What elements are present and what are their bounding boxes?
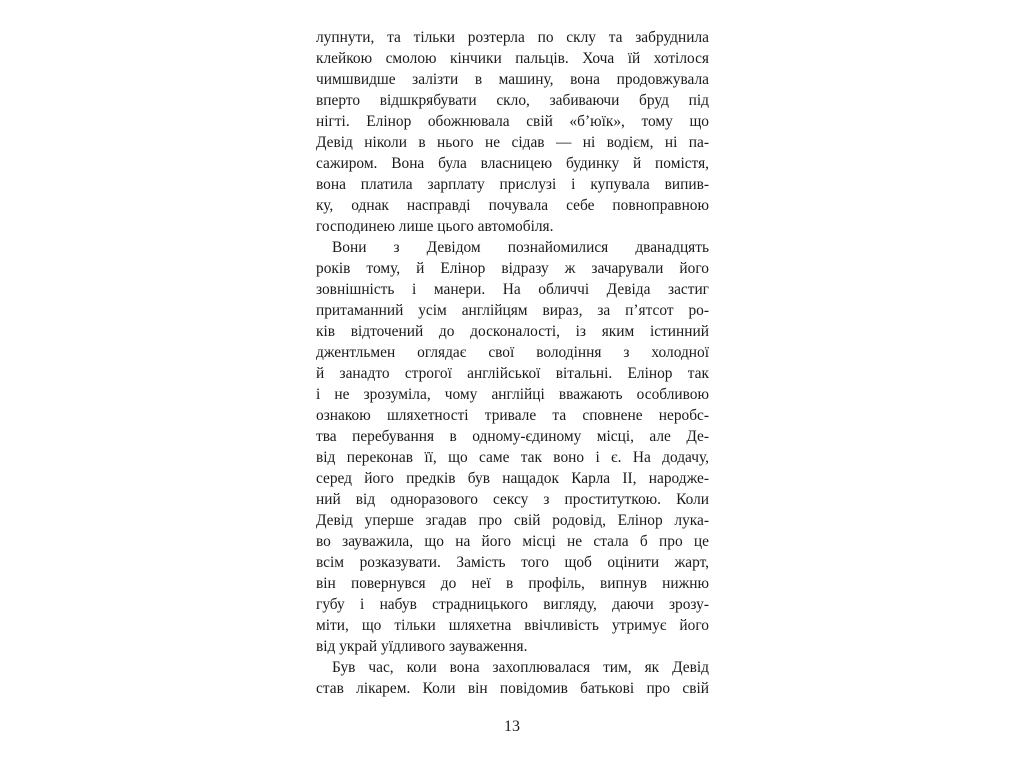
text-line: ків відточений до досконалості, із яким істинний <box>316 323 709 340</box>
text-line: зовнішність і манери. На обличчі Девіда застиг <box>316 281 709 298</box>
text-line: вперто відшкрябувати скло, забиваючи бруд під <box>316 92 709 109</box>
text-line: джентльмен оглядає свої володіння з холодної <box>316 344 709 361</box>
text-line: серед його предків був нащадок Карла II, народже- <box>316 470 709 487</box>
text-line: Вони з Девідом познайомилися дванадцять <box>332 239 709 256</box>
text-line: від переконав її, що саме так воно і є. На додачу, <box>316 449 709 466</box>
text-line: Девід ніколи в нього не сідав — ні водієм, ні па- <box>316 134 709 151</box>
text-line: лупнути, та тільки розтерла по склу та забруднила <box>316 29 709 46</box>
text-line: господинею лише цього автомобіля. <box>316 218 554 235</box>
text-line: він повернувся до неї в профіль, випнув нижню <box>316 575 709 592</box>
text-line: сажиром. Вона була власницею будинку й помістя, <box>316 155 709 172</box>
text-line: став лікарем. Коли він повідомив батькові про свій <box>316 680 709 697</box>
paragraph <box>316 237 709 657</box>
text-line: й занадто строгої англійської вітальні. Елінор так <box>316 365 709 382</box>
text-line: Був час, коли вона захоплювалася тим, як Девід <box>332 659 709 676</box>
paragraph <box>316 27 709 237</box>
text-line: всім розказувати. Замість того щоб оцінити жарт, <box>316 554 709 571</box>
text-line: ний від одноразового сексу з проституткою. Коли <box>316 491 709 508</box>
text-line: від украй уїдливого зауваження. <box>316 638 528 655</box>
paragraph <box>316 657 709 699</box>
text-line: ку, однак насправді почувала себе повноправною <box>316 197 709 214</box>
text-line: ознакою шляхетності тривале та сповнене неробс- <box>316 407 709 424</box>
text-line: во зауважила, що на його місці не стала б про це <box>316 533 709 550</box>
body-text <box>316 27 709 699</box>
text-line: нігті. Елінор обожнювала свій «б’юїк», тому що <box>316 113 709 130</box>
text-line: тва перебування в одному-єдиному місці, але Де- <box>316 428 709 445</box>
text-line: вона платила зарплату прислузі і купувала випив- <box>316 176 709 193</box>
page-number: 13 <box>504 718 520 735</box>
text-line: губу і набув страдницького вигляду, даючи зрозу- <box>316 596 709 613</box>
text-line: і не зрозуміла, чому англійці вважають особливою <box>316 386 709 403</box>
text-line: чимшвидше залізти в машину, вона продовжувала <box>316 71 709 88</box>
text-line: притаманний усім англійцям вираз, за п’ятсот ро- <box>316 302 709 319</box>
text-line: клейкою смолою кінчики пальців. Хоча їй хотілося <box>316 50 709 67</box>
text-line: Девід уперше згадав про свій родовід, Елінор лука- <box>316 512 709 529</box>
text-line: міти, що тільки шляхетна ввічливість утримує його <box>316 617 709 634</box>
text-line: років тому, й Елінор відразу ж зачарували його <box>316 260 709 277</box>
